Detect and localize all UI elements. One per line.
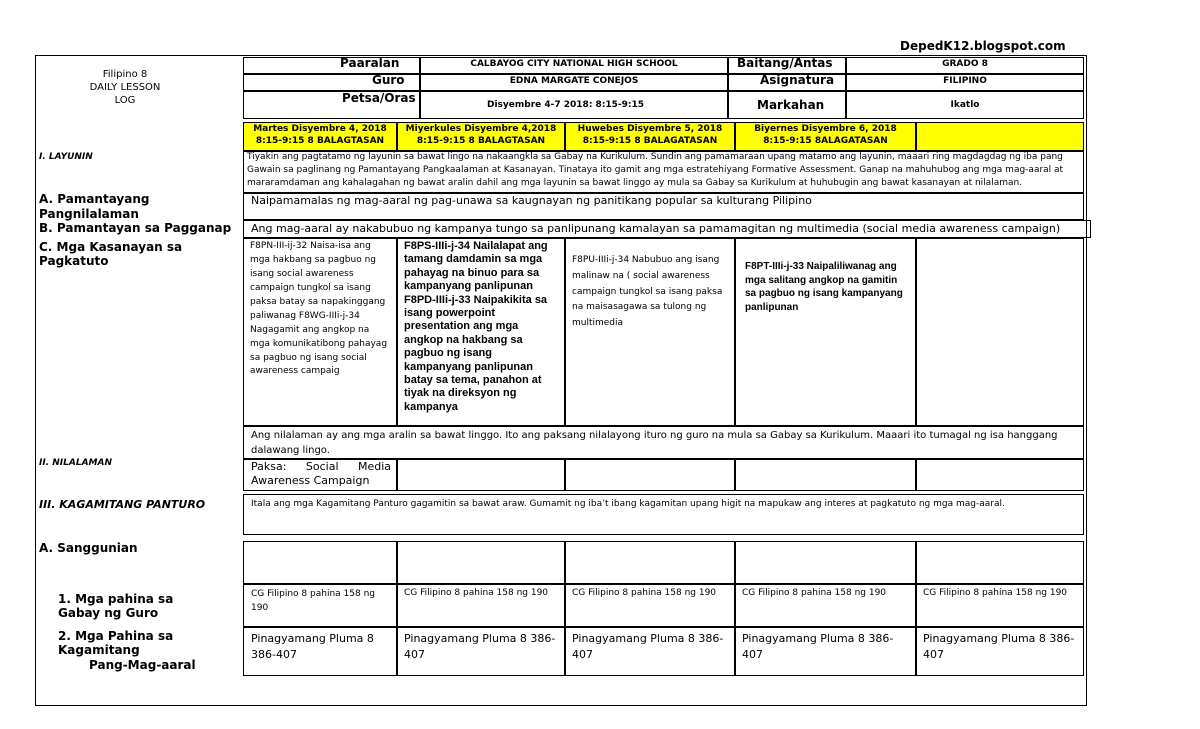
nilalaman-cell-2 bbox=[397, 459, 565, 491]
kasanayan-cell-5 bbox=[916, 238, 1084, 426]
paaralan-label: Paaralan bbox=[340, 56, 400, 70]
asignatura-value: FILIPINO bbox=[943, 76, 987, 86]
layunin-label: I. LAYUNIN bbox=[39, 152, 93, 162]
pagganap-label: B. Pamantayan sa Pagganap bbox=[39, 221, 232, 235]
day-cell-5 bbox=[916, 122, 1084, 151]
kasanayan-text-4: F8PT-IIIi-j-33 Naipaliliwanag ang mga salitang angkop na gamitin sa pagbuo ng isang kampanyang panlipunan bbox=[745, 261, 903, 313]
kasanayan-text-3: F8PU-IIIi-j-34 Nabubuo ang isang malinaw na ( social awareness campaign tungkol sa isang paksa na maisasagawa sa tulong ng multimedia bbox=[572, 255, 723, 328]
baitang-value: GRADO 8 bbox=[942, 59, 988, 69]
kasanayan-label: C. Mga Kasanayan sa Pagkatuto bbox=[39, 240, 183, 269]
day-1: Martes Disyembre 4, 2018 8:15-9:15 8 BALAGTASAN bbox=[253, 124, 387, 146]
kasanayan-text-1: F8PN-III-ij-32 Naisa-isa ang mga hakbang sa pagbuo ng isang social awareness campaign tungkol sa isang paksa batay sa napakinggang paliwanag F8WG-IIIi-j-34 Nagagamit ang angkop na mga komunikatibong pahayag sa pagbuo ng isang social awareness campaig bbox=[250, 241, 388, 377]
guro-label: Guro bbox=[372, 73, 405, 87]
sanggunian-cell-5 bbox=[916, 541, 1084, 584]
pagganap-text: Ang mag-aaral ay nakabubuo ng kampanya tungo sa panlipunang kamalayan sa pamamagitan ng multimedia (social media awareness campaign) bbox=[251, 222, 1061, 235]
kagamitang-text-2: Pinagyamang Pluma 8 386-407 bbox=[404, 632, 556, 661]
kagamitang-text-5: Pinagyamang Pluma 8 386-407 bbox=[923, 632, 1075, 661]
markahan-value: Ikatlo bbox=[950, 100, 980, 110]
day-4: Biyernes Disyembre 6, 2018 8:15-9:15 8ALAGATASAN bbox=[754, 124, 897, 146]
gabay-label: 1. Mga pahina sa Gabay ng Guro bbox=[58, 592, 174, 621]
gabay-text-1: CG Filipino 8 pahina 158 ng 190 bbox=[251, 589, 375, 613]
gabay-text-5: CG Filipino 8 pahina 158 ng 190 bbox=[923, 588, 1068, 598]
gabay-text-2: CG Filipino 8 pahina 158 ng 190 bbox=[404, 588, 549, 598]
kagamitang-text-3: Pinagyamang Pluma 8 386-407 bbox=[572, 632, 724, 661]
sanggunian-cell-2 bbox=[397, 541, 565, 584]
kagamitan-label: III. KAGAMITANG PANTURO bbox=[39, 498, 206, 511]
header-left: Filipino 8 DAILY LESSON LOG bbox=[89, 69, 161, 107]
pangnilalaman-label: A. Pamantayang Pangnilalaman bbox=[39, 192, 150, 221]
layunin-text: Tiyakin ang pagtatamo ng layunin sa bawat lingo na nakaangkla sa Gabay na Kurikulum. Sundin ang pamamaraan upang matamo ang layunin, maaari ring magdagdag ng iba pang Gawain sa paglinang ng Pamantayang Pangkaalaman at Kasanayan. Tinataya ito gamit ang mga estratehiyang Formative Assessment. Ganap na mahuhubog ang mga mag-aaral at mararamdaman ang kahalagahan ng bawat aralin dahil ang mga layunin sa bawat linggo ay mula sa Gabay sa Kurikulum at huhubugin ang bawat kasanayan at nilalaman. bbox=[247, 152, 1064, 188]
nilalaman-text: Ang nilalaman ay ang mga aralin sa bawat linggo. Ito ang paksang nilalayong ituro ng guro na mula sa Gabay sa Kurikulum. Maaari ito tumagal ng isa hanggang dalawang lingo. bbox=[251, 430, 1058, 456]
kagamitang-text-4: Pinagyamang Pluma 8 386-407 bbox=[742, 632, 894, 661]
asignatura-label: Asignatura bbox=[760, 73, 835, 87]
day-2: Miyerkules Disyembre 4,2018 8:15-9:15 8 BALAGTASAN bbox=[405, 124, 557, 146]
petsa-label: Petsa/Oras bbox=[342, 91, 416, 105]
sanggunian-cell-4 bbox=[735, 541, 916, 584]
day-3: Huwebes Disyembre 5, 2018 8:15-9:15 8 BALAGATASAN bbox=[577, 124, 723, 146]
nilalaman-cell-5 bbox=[916, 459, 1084, 491]
watermark: DepedK12.blogspot.com bbox=[900, 39, 1066, 53]
pangnilalaman-text: Naipamamalas ng mag-aaral ng pag-unawa sa kaugnayan ng panitikang popular sa kulturang Pilipino bbox=[251, 194, 812, 207]
kagamitang-label-2: Pang-Mag-aaral bbox=[89, 658, 196, 672]
kagamitang-text-1: Pinagyamang Pluma 8 386-407 bbox=[251, 632, 374, 661]
sanggunian-cell-3 bbox=[565, 541, 735, 584]
nilalaman-cell-3 bbox=[565, 459, 735, 491]
markahan-label: Markahan bbox=[757, 98, 825, 112]
sanggunian-cell-1 bbox=[243, 541, 397, 584]
paksa-text: Paksa: Social Media Awareness Campaign bbox=[251, 460, 391, 488]
paaralan-value: CALBAYOG CITY NATIONAL HIGH SCHOOL bbox=[470, 59, 678, 69]
kagamitang-label-1: 2. Mga Pahina sa Kagamitang bbox=[58, 629, 174, 658]
kagamitan-text: Itala ang mga Kagamitang Panturo gagamitin sa bawat araw. Gumamit ng iba’t ibang kagamitan upang higit na mapukaw ang interes at pagkatuto ng mga mag-aaral. bbox=[251, 499, 1005, 509]
gabay-text-3: CG Filipino 8 pahina 158 ng 190 bbox=[572, 588, 717, 598]
baitang-label: Baitang/Antas bbox=[737, 56, 833, 70]
gabay-text-4: CG Filipino 8 pahina 158 ng 190 bbox=[742, 588, 887, 598]
nilalaman-label: II. NILALAMAN bbox=[39, 458, 112, 468]
sanggunian-label: A. Sanggunian bbox=[39, 541, 138, 555]
nilalaman-cell-4 bbox=[735, 459, 916, 491]
kasanayan-text-2: F8PS-IIIi-j-34 Nailalapat ang tamang damdamin sa mga pahayag na binuo para sa kampanyang panlipunan F8PD-IIIi-j-33 Naipakikita sa isang powerpoint presentation ang mga angkop na hakbang sa pagbuo ng isang kampanyang panlipunan batay sa tema, panahon at tiyak na direksyon ng kampanya bbox=[404, 240, 548, 413]
petsa-value: Disyembre 4-7 2018: 8:15-9:15 bbox=[487, 100, 645, 110]
guro-value: EDNA MARGATE CONEJOS bbox=[509, 76, 639, 86]
